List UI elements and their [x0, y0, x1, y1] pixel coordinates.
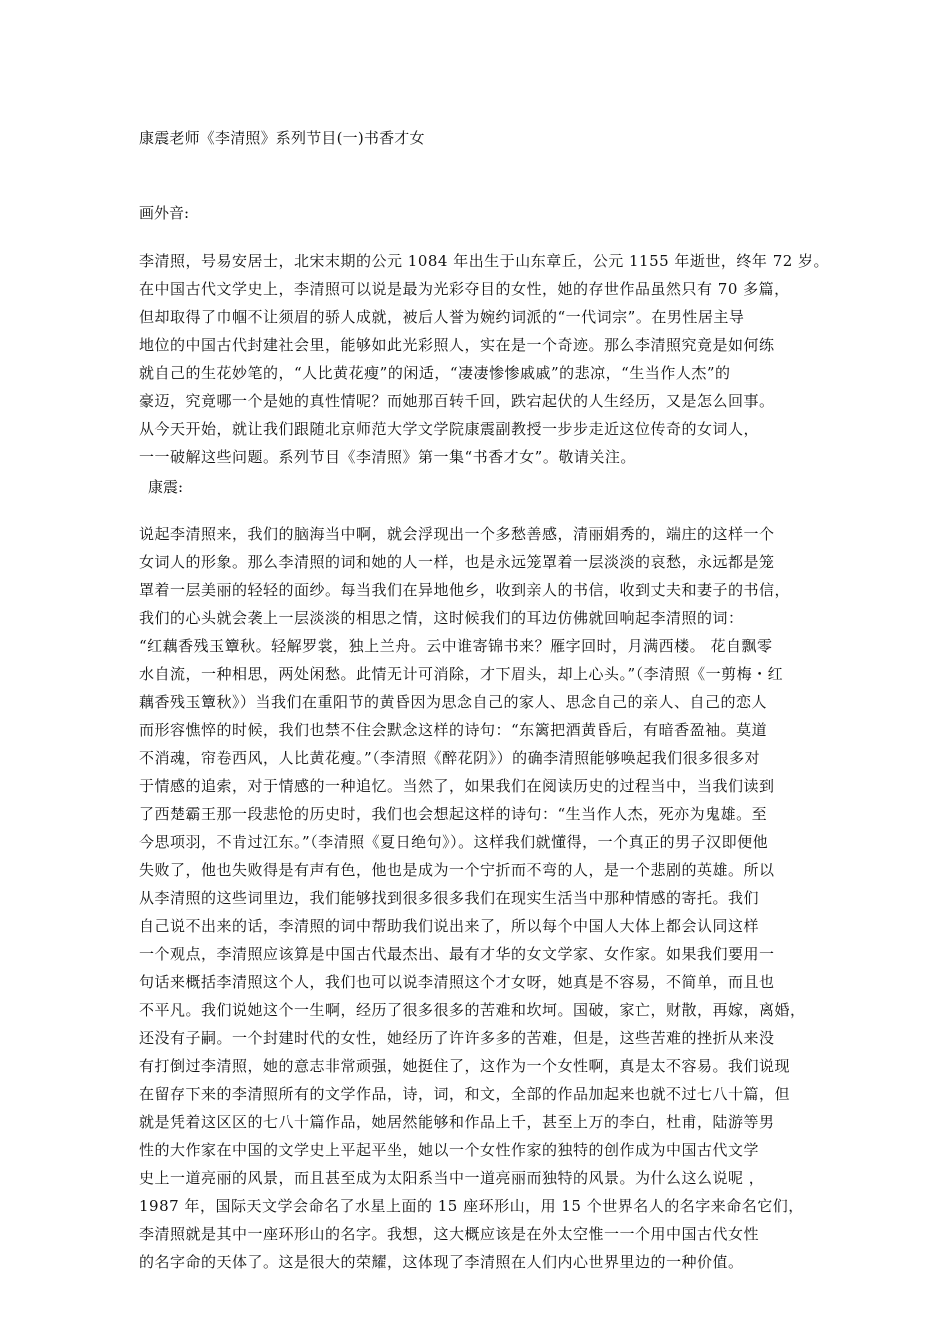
- speech-line: 而形容憔悴的时候，我们也禁不住会默念这样的诗句：“东篱把酒黄昏后，有暗香盈袖。莫道: [139, 721, 768, 739]
- speech-line: 今思项羽，不肯过江东。”（李清照《夏日绝句》）。这样我们就懂得，一个真正的男子汉即便他: [139, 833, 769, 851]
- speech-line: 就是凭着这区区的七八十篇作品，她居然能够和作品上千，甚至上万的李白，杜甫，陆游等男: [139, 1113, 775, 1131]
- speech-line: 藕香残玉簟秋》）当我们在重阳节的黄昏因为思念自己的家人、思念自己的亲人、自己的恋人: [139, 693, 768, 711]
- speech-line: 水自流，一种相思，两处闲愁。此情无计可消除，才下眉头，却上心头。”（李清照《一剪梅・红: [139, 665, 784, 683]
- narration-line: 但却取得了巾帼不让须眉的骄人成就，被后人誉为婉约词派的“一代词宗”。在男性居主导: [139, 308, 745, 326]
- narration-line: 就自己的生花妙笔的，“人比黄花瘦”的闲适，“凄凄惨惨戚戚”的悲凉，“生当作人杰”的: [139, 364, 731, 382]
- narration-line: 豪迈，究竟哪一个是她的真性情呢？而她那百转千回，跌宕起伏的人生经历，又是怎么回事。: [139, 392, 775, 410]
- speech-line: 不消魂，帘卷西风，人比黄花瘦。”（李清照《醉花阴》）的确李清照能够唤起我们很多很多对: [139, 749, 761, 767]
- speech-line: “红藕香残玉簟秋。轻解罗裳，独上兰舟。云中谁寄锦书来？雁字回时，月满西楼。 花自飘零: [139, 637, 773, 655]
- speech-line: 说起李清照来，我们的脑海当中啊，就会浮现出一个多愁善感，清丽娟秀的，端庄的这样一个: [139, 525, 775, 543]
- narration-line: 从今天开始，就让我们跟随北京师范大学文学院康震副教授一步步走近这位传奇的女词人，: [139, 420, 760, 438]
- speech-line: 失败了，他也失败得是有声有色，他也是成为一个宁折而不弯的人，是一个悲剧的英雄。所以: [139, 861, 775, 879]
- speech-line: 史上一道亮丽的风景，而且甚至成为太阳系当中一道亮丽而独特的风景。为什么这么说呢 ，: [139, 1169, 765, 1187]
- speech-paragraph: [139, 520, 806, 1276]
- speech-line: 在留存下来的李清照所有的文学作品，诗，词，和文，全部的作品加起来也就不过七八十篇，但: [139, 1085, 791, 1103]
- speech-line: 李清照就是其中一座环形山的名字。我想，这大概应该是在外太空惟一一个用中国古代女性: [139, 1225, 760, 1243]
- speech-line: 女词人的形象。那么李清照的词和她的人一样，也是永远笼罩着一层淡淡的哀愁，永远都是笼: [139, 553, 775, 571]
- narration-line: 地位的中国古代封建社会里，能够如此光彩照人，实在是一个奇迹。那么李清照究竟是如何练: [139, 336, 775, 354]
- speech-line: 有打倒过李清照，她的意志非常顽强，她挺住了，这作为一个女性啊，真是太不容易。我们说现: [139, 1057, 791, 1075]
- speech-line: 一个观点，李清照应该算是中国古代最杰出、最有才华的女文学家、女作家。如果我们要用一: [139, 945, 775, 963]
- speech-line: 于情感的追索，对于情感的一种追忆。当然了，如果我们在阅读历史的过程当中，当我们读到: [139, 777, 775, 795]
- narration-line: 在中国古代文学史上，李清照可以说是最为光彩夺目的女性，她的存世作品虽然只有 70 多篇，: [139, 280, 790, 298]
- speech-line: 性的大作家在中国的文学史上平起平坐，她以一个女性作家的独特的创作成为中国古代文学: [139, 1141, 760, 1159]
- narration-paragraph: [139, 247, 829, 471]
- speech-line: 罩着一层美丽的轻轻的面纱。每当我们在异地他乡，收到亲人的书信，收到丈夫和妻子的书信，: [139, 581, 791, 599]
- speech-line: 自己说不出来的话，李清照的词中帮助我们说出来了，所以每个中国人大体上都会认同这样: [139, 917, 760, 935]
- speech-line: 句话来概括李清照这个人，我们也可以说李清照这个才女呀，她真是不容易，不简单，而且也: [139, 973, 775, 991]
- speech-line: 了西楚霸王那一段悲怆的历史时，我们也会想起这样的诗句：“生当作人杰，死亦为鬼雄。至: [139, 805, 768, 823]
- speech-line: 的名字命的天体了。这是很大的荣耀，这体现了李清照在人们内心世界里边的一种价值。: [139, 1253, 744, 1271]
- speech-line: 我们的心头就会袭上一层淡淡的相思之情，这时候我们的耳边仿佛就回响起李清照的词：: [139, 609, 744, 627]
- document-title: 康震老师《李清照》系列节目(一)书香才女: [139, 129, 425, 147]
- speech-line: 还没有子嗣。一个封建时代的女性，她经历了许许多多的苦难，但是，这些苦难的挫折从来没: [139, 1029, 775, 1047]
- narration-line: 一一破解这些问题。系列节目《李清照》第一集“书香才女”。敬请关注。: [139, 448, 636, 466]
- speech-line: 不平凡。我们说她这个一生啊，经历了很多很多的苦难和坎坷。国破，家亡，财散，再嫁，离婚，: [139, 1001, 806, 1019]
- narration-label: 画外音:: [139, 204, 190, 222]
- speech-line: 从李清照的这些词里边，我们能够找到很多很多我们在现实生活当中那种情感的寄托。我们: [139, 889, 760, 907]
- speech-line: 1987 年，国际天文学会命名了水星上面的 15 座环形山，用 15 个世界名人的名字来命名它们，: [139, 1197, 804, 1215]
- speaker-label: 康震:: [148, 478, 184, 496]
- narration-line: 李清照，号易安居士，北宋末期的公元 1084 年出生于山东章丘，公元 1155 年逝世，终年 72 岁。: [139, 252, 830, 270]
